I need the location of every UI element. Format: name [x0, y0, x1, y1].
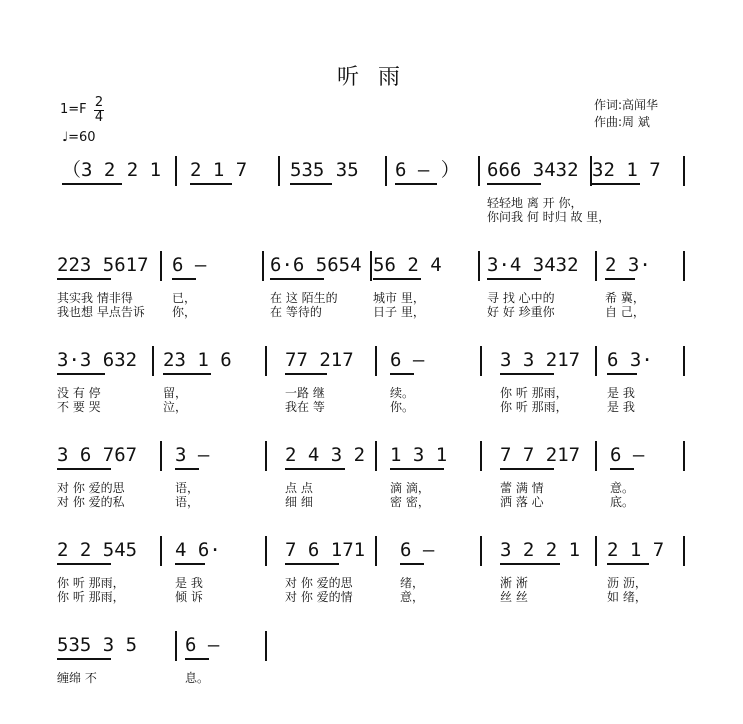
- lyric-text: 我在 等: [285, 400, 325, 414]
- beam-underline: [500, 373, 554, 375]
- song-title: 听 雨: [337, 65, 406, 90]
- beam-underline: [610, 468, 634, 470]
- lyric-text: 你 听 那雨，: [57, 590, 125, 604]
- lyric-text: 意。: [610, 481, 635, 495]
- lyric-text: 细 细: [285, 495, 313, 509]
- lyric-text: 绪，: [400, 576, 425, 590]
- bar-line: [683, 441, 685, 471]
- bar-line: [683, 156, 685, 186]
- lyric-text: 好 好 珍重你: [487, 305, 555, 319]
- lyric-text: 不 要 哭: [57, 400, 101, 414]
- key-signature: 1=F: [60, 102, 87, 117]
- lyric-text: 是 我: [607, 400, 635, 414]
- beam-underline: [285, 373, 327, 375]
- beam-underline: [175, 468, 199, 470]
- tempo-marking: ♩=60: [62, 130, 96, 145]
- measure-notes: 23 1 6: [163, 349, 232, 371]
- measure-notes: 56 2 4: [373, 254, 442, 276]
- bar-line: [370, 251, 372, 281]
- measure-notes: （3 2 2 1: [62, 159, 162, 181]
- measure-notes: 3·3 632: [57, 349, 138, 371]
- bar-line: [375, 536, 377, 566]
- lyric-text: 没 有 停: [57, 386, 101, 400]
- time-signature: [94, 96, 104, 125]
- lyric-text: 城市 里，: [373, 291, 425, 305]
- bar-line: [478, 156, 480, 186]
- lyric-text: 轻轻地 离 开 你，: [487, 196, 583, 210]
- measure-notes: 3·4 3432: [487, 254, 579, 276]
- lyric-text: 是 我: [175, 576, 203, 590]
- lyric-text: 留，: [163, 386, 188, 400]
- beam-underline: [62, 183, 122, 185]
- measure-notes: 6 3·: [607, 349, 653, 371]
- bar-line: [595, 441, 597, 471]
- bar-line: [265, 441, 267, 471]
- lyric-text: 你 听 那雨，: [500, 400, 568, 414]
- beam-underline: [57, 468, 111, 470]
- lyric-text: 一路 继: [285, 386, 325, 400]
- lyric-text: 日子 里，: [373, 305, 425, 319]
- beam-underline: [190, 183, 232, 185]
- lyric-text: 寻 找 心中的: [487, 291, 555, 305]
- beam-underline: [390, 373, 414, 375]
- bar-line: [595, 251, 597, 281]
- measure-notes: 6·6 5654: [270, 254, 362, 276]
- time-bottom: 4: [94, 110, 104, 125]
- beam-underline: [592, 183, 640, 185]
- bar-line: [480, 441, 482, 471]
- lyric-text: 希 冀，: [605, 291, 645, 305]
- measure-notes: 6 —: [610, 444, 645, 466]
- measure-notes: 2 2 545: [57, 539, 138, 561]
- bar-line: [683, 251, 685, 281]
- beam-underline: [500, 468, 554, 470]
- bar-line: [265, 346, 267, 376]
- beam-underline: [185, 658, 209, 660]
- bar-line: [375, 346, 377, 376]
- bar-line: [683, 536, 685, 566]
- measure-notes: 2 1 7: [190, 159, 248, 181]
- beam-underline: [57, 658, 111, 660]
- lyric-text: 对 你 爱的情: [285, 590, 353, 604]
- lyric-text: 洒 落 心: [500, 495, 544, 509]
- measure-notes: 3 —: [175, 444, 210, 466]
- lyric-text: 你。: [390, 400, 415, 414]
- lyric-text: 在 这 陌生的: [270, 291, 338, 305]
- bar-line: [590, 156, 592, 186]
- measure-notes: 2 3·: [605, 254, 651, 276]
- bar-line: [265, 536, 267, 566]
- lyric-text: 语，: [175, 495, 200, 509]
- lyric-text: 息。: [185, 671, 210, 685]
- lyric-text: 是 我: [607, 386, 635, 400]
- bar-line: [480, 536, 482, 566]
- lyric-text: 滴 滴，: [390, 481, 430, 495]
- lyric-text: 底。: [610, 495, 635, 509]
- beam-underline: [390, 468, 444, 470]
- measure-notes: 2 1 7: [607, 539, 665, 561]
- beam-underline: [400, 563, 424, 565]
- lyric-text: 其实我 情非得: [57, 291, 133, 305]
- lyric-text: 丝 丝: [500, 590, 528, 604]
- bar-line: [262, 251, 264, 281]
- lyric-text: 泣，: [163, 400, 188, 414]
- bar-line: [160, 536, 162, 566]
- measure-notes: 6 — ）: [395, 159, 460, 181]
- lyric-text: 密 密，: [390, 495, 430, 509]
- beam-underline: [172, 278, 196, 280]
- lyric-text: 我也想 早点告诉: [57, 305, 145, 319]
- beam-underline: [487, 183, 541, 185]
- bar-line: [160, 251, 162, 281]
- composer-credit: 作曲:周 斌: [594, 115, 650, 129]
- measure-notes: 6 —: [185, 634, 220, 656]
- measure-notes: 77 217: [285, 349, 354, 371]
- lyric-text: 你，: [172, 305, 197, 319]
- lyric-text: 缠绵 不: [57, 671, 97, 685]
- bar-line: [278, 156, 280, 186]
- bar-line: [683, 346, 685, 376]
- bar-line: [152, 346, 154, 376]
- measure-notes: 535 3 5: [57, 634, 138, 656]
- measure-notes: 6 —: [172, 254, 207, 276]
- measure-notes: 6 —: [390, 349, 425, 371]
- bar-line: [478, 251, 480, 281]
- lyric-text: 已，: [172, 291, 197, 305]
- beam-underline: [270, 278, 324, 280]
- measure-notes: 4 6·: [175, 539, 221, 561]
- measure-notes: 3 6 767: [57, 444, 138, 466]
- beam-underline: [175, 563, 205, 565]
- beam-underline: [163, 373, 211, 375]
- bar-line: [385, 156, 387, 186]
- beam-underline: [290, 183, 332, 185]
- measure-notes: 32 1 7: [592, 159, 661, 181]
- beam-underline: [285, 563, 339, 565]
- measure-notes: 7 6 171: [285, 539, 366, 561]
- measure-notes: 535 35: [290, 159, 359, 181]
- lyric-text: 淅 淅: [500, 576, 528, 590]
- lyric-text: 自 己，: [605, 305, 645, 319]
- lyric-text: 如 绪，: [607, 590, 647, 604]
- measure-notes: 7 7 217: [500, 444, 581, 466]
- lyric-text: 语，: [175, 481, 200, 495]
- measure-notes: 2 4 3 2: [285, 444, 366, 466]
- beam-underline: [395, 183, 437, 185]
- lyric-text: 你 听 那雨，: [500, 386, 568, 400]
- time-top: 2: [94, 95, 104, 110]
- beam-underline: [607, 563, 649, 565]
- lyric-text: 对 你 爱的思: [57, 481, 125, 495]
- lyric-text: 倾 诉: [175, 590, 203, 604]
- lyric-text: 在 等待的: [270, 305, 322, 319]
- lyric-text: 意，: [400, 590, 425, 604]
- beam-underline: [373, 278, 421, 280]
- bar-line: [265, 631, 267, 661]
- measure-notes: 6 —: [400, 539, 435, 561]
- lyric-text: 点 点: [285, 481, 313, 495]
- bar-line: [595, 536, 597, 566]
- bar-line: [375, 441, 377, 471]
- bar-line: [480, 346, 482, 376]
- measure-notes: 223 5617: [57, 254, 149, 276]
- lyricist-credit: 作词:高闻华: [594, 98, 659, 112]
- lyric-text: 沥 沥，: [607, 576, 647, 590]
- lyric-text: 续。: [390, 386, 415, 400]
- bar-line: [595, 346, 597, 376]
- beam-underline: [285, 468, 345, 470]
- measure-notes: 3 3 217: [500, 349, 581, 371]
- lyric-text: 你问我 何 时归 故 里，: [487, 210, 611, 224]
- beam-underline: [57, 373, 105, 375]
- lyric-text: 你 听 那雨，: [57, 576, 125, 590]
- bar-line: [175, 631, 177, 661]
- lyric-text: 对 你 爱的思: [285, 576, 353, 590]
- beam-underline: [607, 373, 637, 375]
- beam-underline: [500, 563, 560, 565]
- lyric-text: 蕾 满 情: [500, 481, 544, 495]
- beam-underline: [487, 278, 541, 280]
- bar-line: [160, 441, 162, 471]
- beam-underline: [605, 278, 635, 280]
- bar-line: [175, 156, 177, 186]
- measure-notes: 3 2 2 1: [500, 539, 581, 561]
- lyric-text: 对 你 爱的私: [57, 495, 125, 509]
- beam-underline: [57, 278, 111, 280]
- measure-notes: 1 3 1: [390, 444, 448, 466]
- measure-notes: 666 3432: [487, 159, 579, 181]
- beam-underline: [57, 563, 111, 565]
